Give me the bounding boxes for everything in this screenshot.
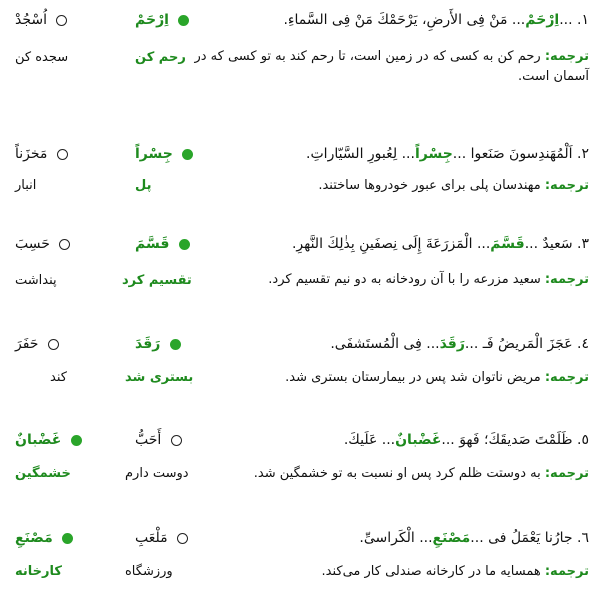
translation-label: ترجمه:: [544, 178, 589, 193]
option-word: رَقَدَ: [135, 336, 161, 352]
translation-2: [318, 178, 589, 193]
translation-label: ترجمه:: [544, 272, 589, 287]
blank-answer: اِرْحَمْ: [525, 12, 560, 28]
radio-selected-icon[interactable]: [182, 149, 193, 160]
option-meaning: پل: [135, 178, 152, 193]
sentence-pre: عَجَزَ الْمَریضُ فَـ ...: [464, 336, 573, 352]
option-word: اِرْحَمْ: [135, 12, 169, 28]
option-b[interactable]: [15, 336, 59, 352]
translation-6: [322, 564, 589, 579]
radio-empty-icon[interactable]: [177, 533, 188, 544]
sentence-pre: جارُنا یَعْمَلُ فی ...: [470, 530, 573, 546]
sentence-1: [283, 12, 589, 28]
option-meaning: دوست دارم: [125, 466, 189, 481]
sentence-4: [330, 336, 589, 352]
translation-text: به دوستت ظلم کرد پس او نسبت به تو خشمگین شد.: [253, 466, 541, 481]
sentence-pre: ...: [559, 12, 573, 28]
blank-answer: مَصْنَعِ: [432, 530, 471, 546]
sentence-2: [306, 146, 589, 162]
question-number: ١.: [577, 12, 589, 28]
translation-label: ترجمه:: [544, 49, 589, 64]
option-word: اُسْجُدْ: [15, 12, 48, 28]
option-word: مَخزَناً: [15, 146, 48, 162]
translation-3: [268, 272, 589, 287]
radio-selected-icon[interactable]: [178, 15, 189, 26]
question-number: ٥.: [577, 432, 589, 448]
option-word: جِسْراً: [135, 146, 173, 162]
question-6: [0, 526, 595, 586]
radio-selected-icon[interactable]: [179, 239, 190, 250]
question-number: ٦.: [577, 530, 589, 546]
option-a[interactable]: [135, 530, 188, 546]
translation-4: [285, 370, 589, 385]
radio-empty-icon[interactable]: [59, 239, 70, 250]
translation-text: مریض ناتوان شد پس در بیمارستان بستری شد.: [285, 370, 541, 385]
option-a[interactable]: [135, 236, 190, 252]
translation-label: ترجمه:: [544, 466, 589, 481]
translation-text: رحم کن به کسی که در زمین است، تا رحم کند به تو کسی که در آسمان است.: [194, 49, 589, 84]
radio-selected-icon[interactable]: [71, 435, 82, 446]
sentence-pre: سَعیدٌ ...: [524, 236, 573, 252]
option-b[interactable]: [15, 530, 73, 546]
blank-answer: غَضْبانٌ: [395, 432, 442, 448]
radio-selected-icon[interactable]: [62, 533, 73, 544]
blank-answer: جِسْراً: [414, 146, 453, 162]
option-word: غَضْبانٌ: [15, 432, 62, 448]
radio-empty-icon[interactable]: [57, 149, 68, 160]
option-b[interactable]: [15, 12, 67, 28]
translation-5: [254, 466, 589, 481]
blank-answer: قَسَّمَ: [490, 236, 525, 252]
sentence-pre: ظَلَمْتَ صَدیقَكَ؛ فَهوَ ...: [441, 432, 573, 448]
sentence-post: ... لِعُبورِ السَّیّاراتِ.: [306, 146, 415, 162]
translation-text: مهندسان پلی برای عبور خودروها ساختند.: [318, 178, 541, 193]
option-meaning: کند: [50, 370, 67, 385]
option-meaning: کارخانه: [15, 564, 62, 579]
question-4: [0, 332, 595, 392]
sentence-post: ... عَلَیكَ.: [343, 432, 396, 448]
option-meaning: خشمگین: [15, 466, 71, 481]
question-1: [0, 0, 595, 120]
translation-label: ترجمه:: [544, 370, 589, 385]
radio-selected-icon[interactable]: [170, 339, 181, 350]
option-b[interactable]: [15, 146, 68, 162]
option-b[interactable]: [15, 432, 82, 448]
option-meaning: بستری شد: [125, 370, 194, 385]
option-a[interactable]: [135, 12, 189, 28]
sentence-post: ... مَنْ فِی الأَرضِ، یَرْحَمْكَ مَنْ فِی السَّماءِ.: [283, 12, 526, 28]
option-b[interactable]: [15, 236, 70, 252]
option-a[interactable]: [135, 336, 181, 352]
option-word: أَحَبُّ: [135, 432, 162, 448]
option-a[interactable]: [135, 432, 182, 448]
sentence-post: ... فِی الْمُستَشفَی.: [330, 336, 440, 352]
option-meaning: ورزشگاه: [125, 564, 173, 579]
option-word: مَلْعَبِ: [135, 530, 168, 546]
option-meaning: پنداشت: [15, 273, 57, 288]
translation-text: همسایه ما در کارخانه صندلی کار می‌کند.: [321, 564, 541, 579]
blank-answer: رَقَدَ: [439, 336, 465, 352]
translation-1: [189, 47, 589, 87]
option-word: حَفَرَ: [15, 336, 39, 352]
option-meaning: انبار: [15, 178, 37, 193]
option-word: قَسَّمَ: [135, 236, 170, 252]
option-meaning: سجده کن: [15, 50, 69, 65]
radio-empty-icon[interactable]: [56, 15, 67, 26]
question-number: ٣.: [577, 236, 589, 252]
question-3: [0, 236, 595, 296]
sentence-5: [344, 432, 589, 448]
option-a[interactable]: [135, 146, 193, 162]
option-word: حَسِبَ: [15, 236, 50, 252]
question-5: [0, 428, 595, 488]
option-meaning: رحم کن: [135, 50, 186, 65]
sentence-3: [292, 236, 589, 252]
question-number: ٢.: [577, 146, 589, 162]
sentence-post: ... الْکَراسیِّ.: [359, 530, 433, 546]
option-word: مَصْنَعِ: [15, 530, 53, 546]
question-2: [0, 140, 595, 200]
translation-label: ترجمه:: [544, 564, 589, 579]
option-meaning: تقسیم کرد: [122, 273, 192, 288]
sentence-post: ... الْمَزرَعَةَ إِلَی نِصفَینِ بِذٰلِكَ النَّهرِ.: [291, 236, 491, 252]
question-number: ٤.: [577, 336, 589, 352]
radio-empty-icon[interactable]: [48, 339, 59, 350]
translation-text: سعید مزرعه را با آن رودخانه به دو نیم تقسیم کرد.: [268, 272, 541, 287]
sentence-6: [359, 530, 589, 546]
radio-empty-icon[interactable]: [171, 435, 182, 446]
sentence-pre: اَلْمُهَندِسونَ صَنَعوا ...: [452, 146, 573, 162]
